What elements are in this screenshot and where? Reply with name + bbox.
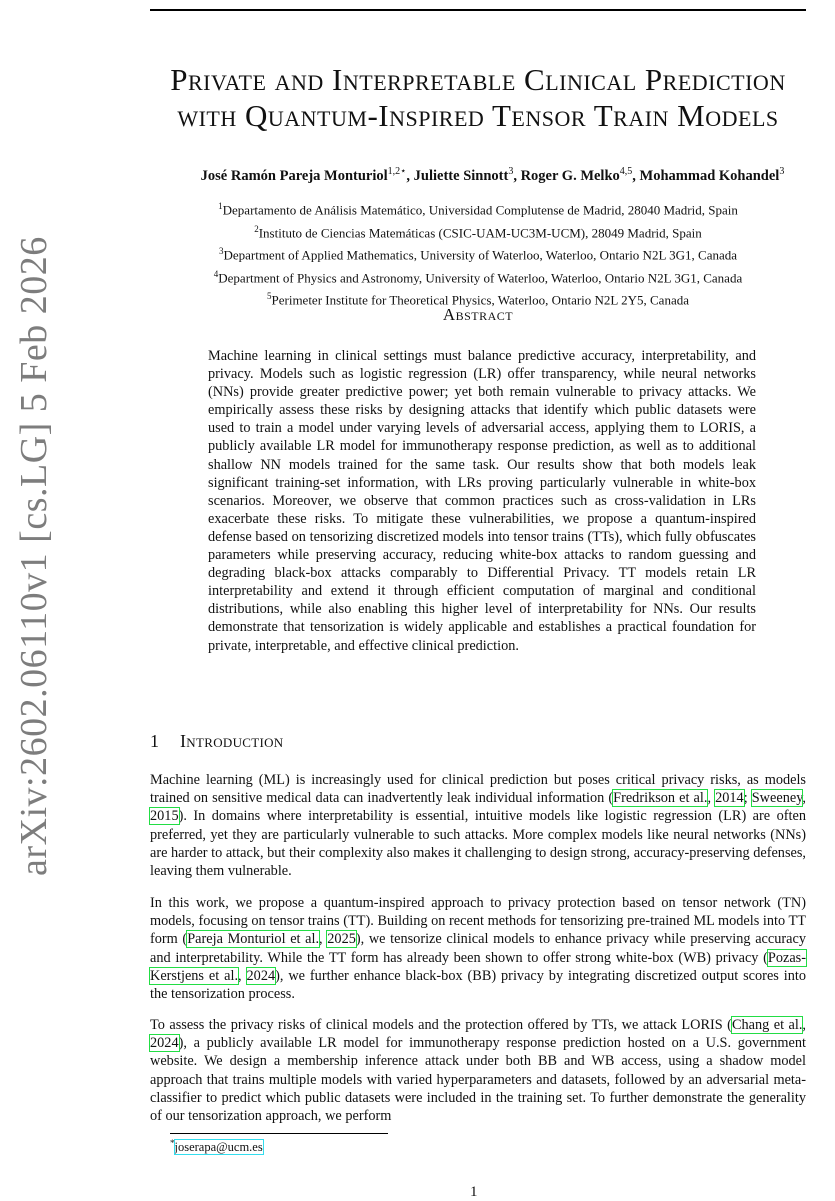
author-name: José Ramón Pareja Monturiol [200, 167, 388, 184]
author-separator: , [632, 167, 640, 184]
author-name: Mohammad Kohandel [639, 167, 780, 184]
paragraph-text: ). In domains where interpretability is essential, intuitive models like logistic regression (LR) are often preferred, yet they are particularly vulnerable to such attacks. More complex models like neural networks (NNs) are harder to attack, but their complexity also makes it challenging to design strong, accuracy-preserving defenses, leaving them vulnerable. [150, 808, 806, 880]
paragraph-text: Machine learning (ML) is increasingly used for clinical prediction but poses critical privacy risks, as models trained on sensitive medical data can inadvertently leak individual information ( [150, 772, 806, 807]
author-separator: , [513, 167, 521, 184]
section-title: Introduction [180, 731, 284, 751]
affiliation-list [150, 197, 806, 310]
paragraph-text: In this work, we propose a quantum-inspired approach to privacy protection based on tensor network (TN) models, focusing on tensor trains (TT). Building on recent methods for tensorizing pre-trained ML models into TT form ( [150, 895, 806, 948]
title-line-1: Private and Interpretable Clinical Prediction [170, 62, 786, 97]
paragraph-text: , [319, 931, 328, 948]
affiliation-number: 5 [267, 291, 272, 302]
paragraph-text: ), we tensorize clinical models to enhance privacy while preserving accuracy and interpretability. While the TT form has already been shown to offer strong white-box (WB) privacy ( [150, 931, 806, 966]
author-affiliation-mark: 3 [779, 166, 785, 177]
affiliation-text: Perimeter Institute for Theoretical Physics, Waterloo, Ontario N2L 2Y5, Canada [271, 292, 689, 308]
paragraph-text: ), a publicly available LR model for immunotherapy response prediction hosted on a U.S. government website. We design a membership inference attack under both BB and WB access, using a shadow model approach that trains multiple models with varied hyperparameters and datasets, followed by an adversarial meta-classifier to predict which public datasets were included in the training set. To further demonstrate the generality of our tensorization approach, we perform [150, 1035, 806, 1125]
affiliation-number: 2 [254, 223, 259, 234]
section-number: 1 [150, 731, 160, 751]
citation-link[interactable]: 2024 [150, 1035, 179, 1052]
paragraph-text: , [707, 790, 716, 807]
title-line-2: with Quantum-Inspired Tensor Train Models [177, 98, 779, 133]
affiliation-number: 3 [218, 246, 224, 257]
citation-link[interactable]: Pozas-Kerstjens et al. [150, 949, 806, 984]
footnote-mark: * [170, 1138, 175, 1148]
paragraph-text: , [802, 1017, 806, 1033]
citation-link[interactable]: 2025 [327, 931, 356, 948]
author-separator: , [406, 167, 414, 184]
citation-link[interactable]: 2014 [715, 790, 744, 807]
abstract-heading: Abstract [442, 305, 514, 324]
citation-link[interactable]: Pareja Monturiol et al. [187, 931, 320, 948]
author-affiliation-mark: 1,2⋆ [387, 166, 407, 177]
citation-link[interactable]: 2015 [150, 808, 179, 825]
affiliation-text: Departamento de Análisis Matemático, Universidad Complutense de Madrid, 28040 Madrid, Spain [222, 202, 738, 218]
author-affiliation-mark: 4,5 [619, 166, 633, 177]
intro-paragraph-1 [150, 771, 806, 880]
top-rule [150, 9, 806, 11]
section-heading [150, 731, 283, 752]
citation-link[interactable]: Chang et al. [731, 1017, 803, 1033]
footnote-rule [170, 1133, 388, 1134]
paragraph-text: , [238, 967, 247, 984]
paragraph-text: ; [743, 790, 752, 807]
abstract-text: Machine learning in clinical settings must balance predictive accuracy, interpretability, and privacy. Models such as logistic regression (LR) offer transparency, while neural networks (NNs) provide greater predictive power; yet both remain vulnerable to privacy attacks. We empirically assess these risks by designing attacks that identify which public datasets were used to train a model under varying levels of adversarial access, applying them to LORIS, a publicly available LR model for immunotherapy response prediction, as well as to additional shallow NN models trained for the same task. Our results show that both models leak significant training-set information, with LRs proving particularly vulnerable in white-box scenarios. Moreover, we observe that common practices such as cross-validation in LRs exacerbate these risks. To mitigate these vulnerabilities, we propose a quantum-inspired defense based on tensorizing discretized models into tensor trains (TTs), which fully obfuscates parameters while preserving accuracy, reducing white-box attacks to random guessing and degrading black-box attacks comparably to Differential Privacy. TT models retain LR interpretability and extend it through efficient computation of marginal and conditional distributions, while also enabling this higher level of interpretability for NNs. Our results demonstrate that tensorization is widely applicable and establishes a practical foundation for private, interpretable, and effective clinical prediction. [208, 348, 756, 654]
affiliation-line [150, 242, 806, 265]
paragraph-text: , [802, 790, 806, 807]
citation-link[interactable]: Sweeney [751, 790, 803, 807]
author-name: Roger G. Melko [520, 167, 620, 184]
citation-link[interactable]: Fredrikson et al. [613, 790, 708, 807]
affiliation-line [150, 220, 806, 243]
intro-paragraph-3 [150, 1016, 806, 1125]
citation-link[interactable]: 2024 [246, 967, 276, 984]
author-list [150, 166, 835, 185]
footnote [170, 1138, 263, 1155]
arxiv-stamp: arXiv:2602.06110v1 [cs.LG] 5 Feb 2026 [13, 236, 55, 876]
affiliation-line [150, 197, 806, 220]
affiliation-text: Department of Applied Mathematics, University of Waterloo, Waterloo, Ontario N2L 3G1, Canada [223, 247, 738, 263]
paragraph-text: ), we further enhance black-box (BB) privacy by integrating discretized output scores into the tensorization process. [150, 967, 806, 1003]
affiliation-line [150, 265, 806, 288]
paper-title [150, 62, 806, 134]
affiliation-number: 4 [213, 268, 219, 279]
author-name: Juliette Sinnott [413, 167, 509, 184]
affiliation-text: Instituto de Ciencias Matemáticas (CSIC-UAM-UC3M-UCM), 28049 Madrid, Spain [258, 224, 702, 240]
page-number: 1 [470, 1184, 478, 1200]
affiliation-number: 1 [218, 201, 223, 211]
email-link[interactable]: joserapa@ucm.es [174, 1140, 263, 1155]
paragraph-text: To assess the privacy risks of clinical models and the protection offered by TTs, we attack LORIS ( [150, 1017, 732, 1033]
intro-paragraph-2 [150, 894, 806, 1003]
author-affiliation-mark: 3 [508, 166, 514, 177]
affiliation-text: Department of Physics and Astronomy, University of Waterloo, Waterloo, Ontario N2L 3G1, Canada [218, 269, 743, 285]
